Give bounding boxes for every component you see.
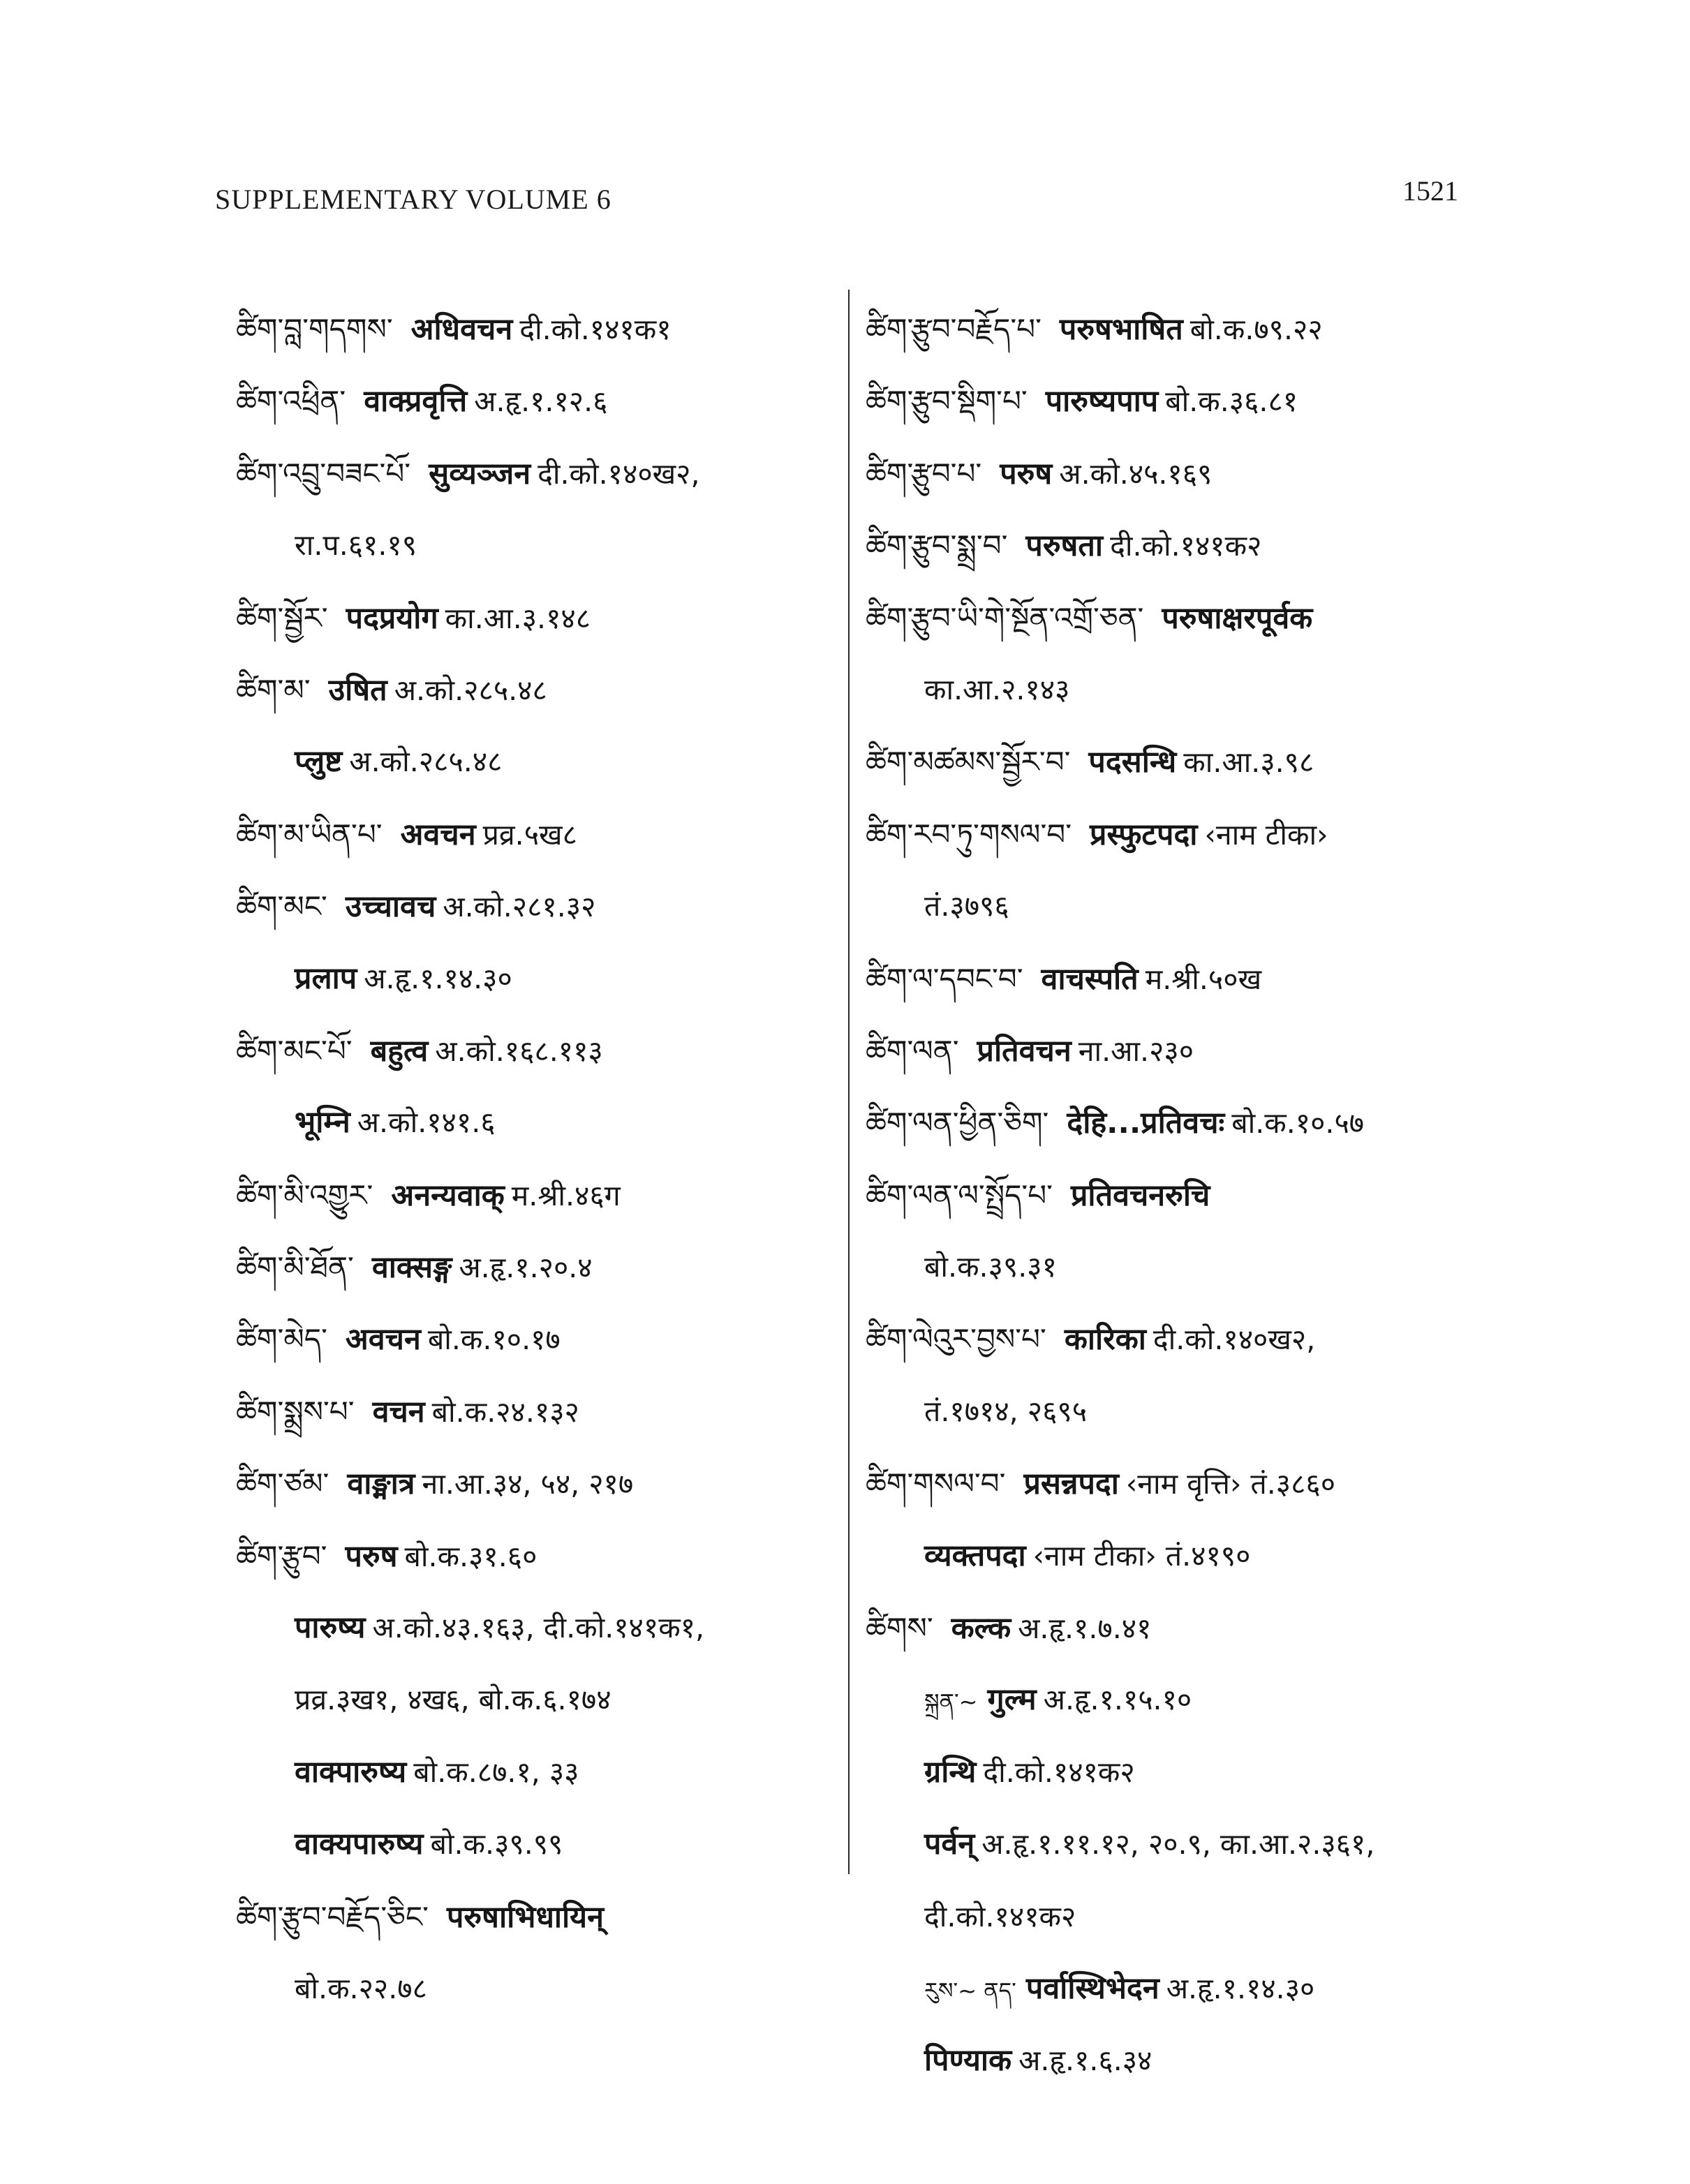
- tibetan-headword: ཚིག་མཚམས་སྦྱོར་བ་: [866, 745, 1071, 780]
- source-reference: बो.क.८७.१, ३३: [413, 1755, 579, 1789]
- sanskrit-equivalent: देहि...प्रतिवचः: [1067, 1106, 1225, 1141]
- source-reference: अ.को.१४१.६: [357, 1106, 496, 1140]
- source-reference: म.श्री.५०ख: [1145, 962, 1262, 996]
- dictionary-entry-line: [236, 1881, 850, 1953]
- sanskrit-equivalent: पारुष्यपाप: [1045, 384, 1159, 419]
- source-reference: दी.को.१४१क२: [1110, 529, 1262, 563]
- tibetan-headword: ཚིག་ལན་: [866, 1033, 959, 1068]
- tibetan-headword: ཚིག་གསལ་བ་: [866, 1466, 1006, 1501]
- dictionary-entry-line: [866, 1953, 1480, 2025]
- dictionary-entry-line: [866, 943, 1480, 1015]
- sanskrit-equivalent: प्रसन्नपदा: [1023, 1466, 1119, 1502]
- dictionary-entry-line: [236, 1520, 850, 1592]
- dictionary-entry-line: [866, 510, 1480, 581]
- sanskrit-equivalent: कल्क: [951, 1611, 1011, 1647]
- dictionary-entry-line: [866, 726, 1480, 798]
- sanskrit-equivalent: व्यक्तपदा: [924, 1538, 1026, 1573]
- tibetan-headword: ཚིགས་: [866, 1611, 933, 1646]
- tibetan-headword: ཚིག་རྩུབ་བརྗོད་པ་: [866, 312, 1042, 346]
- source-reference: बो.क.२४.१३२: [431, 1395, 579, 1429]
- dictionary-entry-line: [236, 438, 850, 510]
- dictionary-entry-line: [866, 438, 1480, 510]
- left-column: [236, 293, 850, 2025]
- sanskrit-equivalent: वाङ्मात्र: [347, 1466, 415, 1502]
- source-reference: अ.हृ.१.२०.४: [459, 1251, 593, 1285]
- sanskrit-equivalent: प्लुष्ट: [295, 744, 343, 780]
- dictionary-entry-line: [236, 1953, 850, 2025]
- tibetan-headword: ཚིག་བླ་གདགས་: [236, 312, 393, 346]
- source-reference: बो.क.७९.२२: [1189, 313, 1323, 346]
- sanskrit-equivalent: वाक्सङ्ग: [371, 1250, 452, 1286]
- dictionary-entry-line: [236, 1159, 850, 1231]
- tibetan-headword: ཚིག་མེད་: [236, 1322, 327, 1357]
- sanskrit-equivalent: कारिका: [1064, 1322, 1146, 1358]
- sanskrit-equivalent: भूम्नि: [295, 1105, 350, 1141]
- source-reference: अ.को.४३.१६३, दी.को.१४१क१,: [372, 1611, 705, 1645]
- tibetan-headword: ཚིག་རྩུབ་: [236, 1538, 327, 1573]
- source-reference: अ.हृ.१.१४.३०: [1166, 1971, 1315, 2005]
- source-reference: अ.हृ.१.१२.६: [474, 385, 608, 419]
- tibetan-headword: ཚིག་ཙམ་: [236, 1466, 329, 1501]
- tibetan-headword: ཚིག་མི་ཐོན་: [236, 1250, 354, 1285]
- dictionary-entry-line: [866, 1520, 1480, 1592]
- sanskrit-equivalent: पारुष्य: [295, 1610, 366, 1646]
- dictionary-entry-line: [866, 1808, 1480, 1880]
- dictionary-entry-line: [236, 365, 850, 437]
- sanskrit-equivalent: ग्रन्थि: [924, 1754, 977, 1790]
- source-reference: का.आ.३.१४८: [445, 601, 591, 635]
- sanskrit-equivalent: पदप्रयोग: [346, 600, 438, 636]
- page-number: 1521: [1402, 175, 1458, 207]
- sanskrit-equivalent: वाचस्पति: [1041, 961, 1139, 997]
- dictionary-entry-line: [236, 1448, 850, 1520]
- dictionary-entry-line: [866, 1015, 1480, 1087]
- tibetan-headword: ཚིག་ལེའུར་བྱས་པ་: [866, 1322, 1046, 1357]
- source-reference: बो.क.२२.७८: [295, 1971, 427, 2005]
- tibetan-headword: ཚིག་མི་འགྱུར་: [236, 1178, 373, 1212]
- source-reference: अ.को.२८५.४८: [394, 673, 547, 707]
- sanskrit-equivalent: परुष: [345, 1538, 398, 1574]
- source-reference: का.आ.३.९८: [1183, 745, 1314, 780]
- sanskrit-equivalent: प्रलाप: [295, 960, 357, 996]
- source-reference: दी.को.१४०ख२,: [538, 456, 700, 491]
- source-reference: दी.को.१४१क२: [924, 1899, 1076, 1933]
- right-column: [866, 293, 1480, 2097]
- source-reference: ‹नाम वृत्ति› तं.३८६०: [1125, 1467, 1336, 1501]
- tibetan-headword: ཚིག་མ་: [236, 672, 311, 707]
- dictionary-entry-line: [866, 1087, 1480, 1159]
- source-reference: ना.आ.२३०: [1078, 1034, 1194, 1068]
- source-reference: अ.को.१६८.११३: [435, 1034, 603, 1068]
- tibetan-headword: སྐྲན་~: [924, 1688, 978, 1716]
- tibetan-headword: ཚིག་མང་པོ་: [236, 1033, 353, 1068]
- source-reference: तं.१७१४, २६९५: [924, 1394, 1088, 1428]
- tibetan-headword: ཚིག་འབྲུ་བཟང་པོ་: [236, 456, 411, 491]
- source-reference: अ.को.२८५.४८: [349, 745, 503, 779]
- dictionary-entry-line: [236, 1737, 850, 1808]
- dictionary-entry-line: [866, 798, 1480, 870]
- source-reference: बो.क.३१.६०: [404, 1539, 538, 1573]
- dictionary-entry-line: [866, 582, 1480, 654]
- dictionary-entry-line: [236, 798, 850, 870]
- sanskrit-equivalent: परुष: [1000, 456, 1053, 491]
- dictionary-entry-line: [866, 293, 1480, 365]
- sanskrit-equivalent: अवचन: [345, 1322, 421, 1358]
- tibetan-headword: ཚིག་རྩུབ་སྨྲ་བ་: [866, 528, 1008, 563]
- source-reference: तं.३७९६: [924, 889, 1009, 923]
- dictionary-entry-line: [866, 1231, 1480, 1303]
- sanskrit-equivalent: बहुत्व: [370, 1033, 429, 1069]
- dictionary-entry-line: [236, 1664, 850, 1736]
- tibetan-headword: ཚིག་རྩུབ་སྡིག་པ་: [866, 384, 1028, 419]
- tibetan-headword: ཚིག་རྩུབ་བརྗོད་ཅིང་: [236, 1899, 429, 1934]
- dictionary-entry-line: [866, 2025, 1480, 2097]
- dictionary-entry-line: [866, 1737, 1480, 1808]
- source-reference: दी.को.१४१क२: [983, 1755, 1135, 1789]
- dictionary-entry-line: [866, 1376, 1480, 1448]
- tibetan-headword: ཚིག་རབ་ཏུ་གསལ་བ་: [866, 817, 1072, 852]
- sanskrit-equivalent: परुषाक्षरपूर्वक: [1162, 600, 1313, 636]
- dictionary-entry-line: [236, 1303, 850, 1375]
- source-reference: प्रव्र.५ख८: [482, 817, 577, 852]
- sanskrit-equivalent: पर्वन्: [924, 1827, 975, 1862]
- source-reference: अ.हृ.१.७.४१: [1018, 1612, 1152, 1646]
- dictionary-entry-line: [866, 870, 1480, 942]
- sanskrit-equivalent: वाक्पारुष्य: [295, 1754, 407, 1790]
- sanskrit-equivalent: वाक्प्रवृत्ति: [364, 384, 468, 419]
- dictionary-entry-line: [236, 1231, 850, 1303]
- source-reference: अ.को.४५.१६९: [1059, 456, 1213, 491]
- sanskrit-equivalent: अनन्यवाक्: [391, 1178, 505, 1213]
- source-reference: रा.प.६१.१९: [295, 528, 417, 563]
- dictionary-entry-line: [236, 510, 850, 581]
- dictionary-entry-line: [236, 870, 850, 942]
- source-reference: बो.क.१०.५७: [1231, 1106, 1365, 1141]
- tibetan-headword: ཚིག་ལན་ལ་སྤྲོད་པ་: [866, 1178, 1053, 1212]
- source-reference: अ.को.२८१.३२: [443, 890, 596, 924]
- dictionary-entry-line: [236, 582, 850, 654]
- sanskrit-equivalent: पर्वास्थिभेदन: [1025, 1970, 1159, 2006]
- source-reference: बो.क.३९.९९: [430, 1827, 563, 1862]
- sanskrit-equivalent: वचन: [372, 1394, 425, 1429]
- tibetan-headword: ཚིག་མ་ཡིན་པ་: [236, 817, 383, 852]
- dictionary-entry-line: [236, 293, 850, 365]
- tibetan-headword: ཚིག་འཕྲིན་: [236, 384, 346, 419]
- source-reference: म.श्री.४६ग: [511, 1178, 621, 1212]
- sanskrit-equivalent: उच्चावच: [345, 889, 436, 925]
- tibetan-headword: ཚིག་ལ་དབང་བ་: [866, 961, 1023, 996]
- sanskrit-equivalent: परुषता: [1025, 528, 1104, 564]
- column-divider: [848, 290, 850, 1874]
- dictionary-entry-line: [866, 1303, 1480, 1375]
- source-reference: अ.हृ.१.१४.३०: [364, 961, 512, 995]
- sanskrit-equivalent: अवचन: [400, 817, 476, 852]
- source-reference: ‹नाम टीका›: [1204, 817, 1328, 852]
- source-reference: अ.हृ.१.१५.१०: [1043, 1683, 1192, 1717]
- sanskrit-equivalent: प्रस्फुटपदा: [1090, 817, 1198, 852]
- dictionary-entry-line: [236, 1087, 850, 1159]
- source-reference: ना.आ.३४, ५४, २१७: [422, 1467, 634, 1501]
- dictionary-entry-line: [236, 1015, 850, 1087]
- dictionary-entry-line: [866, 654, 1480, 726]
- sanskrit-equivalent: पदसन्धि: [1088, 745, 1177, 780]
- sanskrit-equivalent: पिण्याक: [924, 2043, 1012, 2079]
- tibetan-headword: ཚིག་ལན་ཕྱིན་ཅིག་: [866, 1106, 1049, 1141]
- dictionary-entry-line: [236, 726, 850, 798]
- dictionary-entry-line: [866, 1448, 1480, 1520]
- dictionary-entry-line: [236, 1592, 850, 1664]
- source-reference: प्रव्र.३ख१, ४ख६, बो.क.६.१७४: [295, 1683, 611, 1717]
- dictionary-entry-line: [866, 365, 1480, 437]
- tibetan-headword: ཚིག་སྦྱོར་: [236, 600, 328, 635]
- source-reference: बो.क.३९.३१: [924, 1250, 1057, 1284]
- running-head: SUPPLEMENTARY VOLUME 6: [215, 184, 611, 215]
- source-reference: का.आ.२.१४३: [924, 672, 1070, 706]
- dictionary-entry-line: [866, 1592, 1480, 1664]
- source-reference: दी.को.१४१क१: [519, 313, 672, 346]
- source-reference: अ.हृ.१.११.१२, २०.९, का.आ.२.३६१,: [981, 1827, 1375, 1862]
- sanskrit-equivalent: गुल्म: [987, 1682, 1037, 1718]
- sanskrit-equivalent: उषित: [328, 672, 387, 708]
- source-reference: बो.क.३६.८१: [1165, 385, 1298, 419]
- dictionary-entry-line: [236, 943, 850, 1015]
- dictionary-entry-line: [236, 1376, 850, 1448]
- dictionary-entry-line: [866, 1881, 1480, 1953]
- tibetan-headword: ཚིག་མང་: [236, 889, 327, 924]
- tibetan-headword: རུས་~ ནད་: [924, 1977, 1016, 2004]
- sanskrit-equivalent: वाक्यपारुष्य: [295, 1827, 424, 1862]
- tibetan-headword: ཚིག་རྩུབ་ཡི་གེ་སྔོན་འགྲོ་ཅན་: [866, 600, 1144, 635]
- dictionary-entry-line: [866, 1159, 1480, 1231]
- sanskrit-equivalent: परुषभाषित: [1059, 312, 1183, 347]
- sanskrit-equivalent: सुव्यञ्जन: [429, 456, 531, 491]
- dictionary-entry-line: [866, 1664, 1480, 1736]
- sanskrit-equivalent: प्रतिवचन: [977, 1033, 1072, 1069]
- tibetan-headword: ཚིག་རྩུབ་པ་: [866, 456, 982, 491]
- dictionary-entry-line: [236, 1808, 850, 1880]
- sanskrit-equivalent: परुषाभिधायिन्: [446, 1899, 604, 1935]
- source-reference: बो.क.१०.१७: [427, 1323, 561, 1357]
- tibetan-headword: ཚིག་སྨྲས་པ་: [236, 1394, 355, 1429]
- source-reference: अ.हृ.१.६.३४: [1018, 2044, 1152, 2078]
- dictionary-entry-line: [236, 654, 850, 726]
- sanskrit-equivalent: अधिवचन: [410, 312, 513, 347]
- source-reference: दी.को.१४०ख२,: [1152, 1323, 1316, 1357]
- source-reference: ‹नाम टीका› तं.४१९०: [1032, 1538, 1251, 1573]
- sanskrit-equivalent: प्रतिवचनरुचि: [1070, 1178, 1210, 1213]
